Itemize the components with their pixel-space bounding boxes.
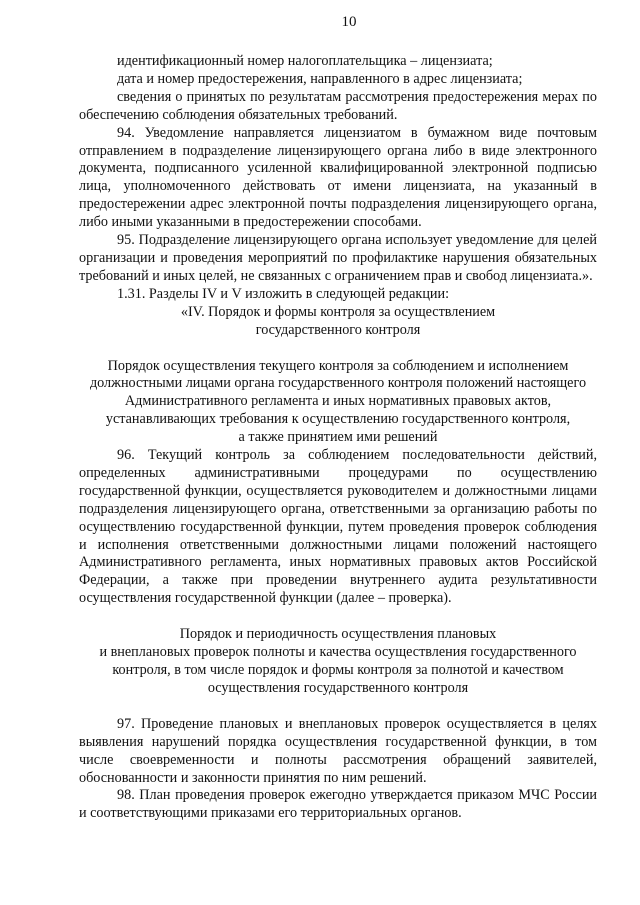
list-item-warning-date: дата и номер предостережения, направленного в адрес лицензиата;	[117, 70, 523, 87]
spacer	[79, 698, 597, 716]
heading-2-line-3: контроля, в том числе порядок и формы контроля за полнотой и качеством	[112, 662, 564, 678]
paragraph-98: 98. План проведения проверок ежегодно утверждается приказом МЧС России и соответствующими приказами его территориальных органов.	[79, 787, 597, 822]
heading-1-line-2: должностными лицами органа государственного контроля положений настоящего	[89, 375, 587, 392]
paragraph-96: 96. Текущий контроль за соблюдением последовательности действий, определенных административными процедурами по осуществлению государственной функции, осуществляется руководителем и должностными лицами подразделения лицензирующего органа, ответственными за организацию работы по осуществлению государственной функции, путем проведения проверок соблюдения и исполнения ответственными должностными лицами положений настоящего Административного регламента, иных нормативных правовых актов Российской Федерации, а также при проведении внутреннего аудита результативности осуществления государственной функции (далее – проверка).	[79, 447, 597, 607]
section-title-line-2: государственного контроля	[255, 321, 421, 338]
heading-1-line-4: устанавливающих требования к осуществлению государственного контроля,	[105, 411, 571, 428]
section-title-line-1: «IV. Порядок и формы контроля за осуществлением	[180, 303, 496, 320]
spacer	[79, 340, 597, 358]
paragraph-94: 94. Уведомление направляется лицензиатом в бумажном виде почтовым отправлением в подразделение лицензирующего органа либо в виде электронного документа, подписанного усиленной квалифицированной электронной подписью лица, уполномоченного действовать от имени лицензиата, на указанный в предостережении адрес электронной почты подразделения лицензирующего органа, либо иными указанными в предостережении способами.	[79, 124, 597, 231]
heading-2-line-4: осуществления государственного контроля	[207, 679, 469, 696]
paragraph-1-31: 1.31. Разделы IV и V изложить в следующей редакции:	[117, 285, 450, 302]
heading-1-line-1: Порядок осуществления текущего контроля за соблюдением и исполнением	[107, 357, 569, 374]
page-number: 10	[341, 14, 357, 30]
spacer	[79, 608, 597, 626]
heading-1-line-5: а также принятием ими решений	[238, 429, 438, 446]
paragraph-97: 97. Проведение плановых и внеплановых проверок осуществляется в целях выявления нарушений порядка осуществления государственной функции, в том числе своевременности и полноты рассмотрения обращений заявителей, обоснованности и законности принятия по ним решений.	[79, 715, 597, 786]
heading-2-line-2: и внеплановых проверок полноты и качества осуществления государственного	[99, 644, 577, 661]
paragraph-95: 95. Подразделение лицензирующего органа использует уведомление для целей организации и проведения мероприятий по профилактике нарушения обязательных требований и иных целей, не связанных с ограничением прав и свобод лицензиата.».	[79, 232, 597, 284]
heading-1-line-3: Административного регламента и иных нормативных правовых актов,	[124, 393, 552, 410]
list-item-measures: сведения о принятых по результатам рассмотрения предостережения мерах по обеспечению соблюдения обязательных требований.	[79, 88, 597, 123]
list-item-inn: идентификационный номер налогоплательщика – лицензиата;	[117, 53, 493, 69]
heading-2-line-1: Порядок и периодичность осуществления плановых	[179, 626, 497, 643]
